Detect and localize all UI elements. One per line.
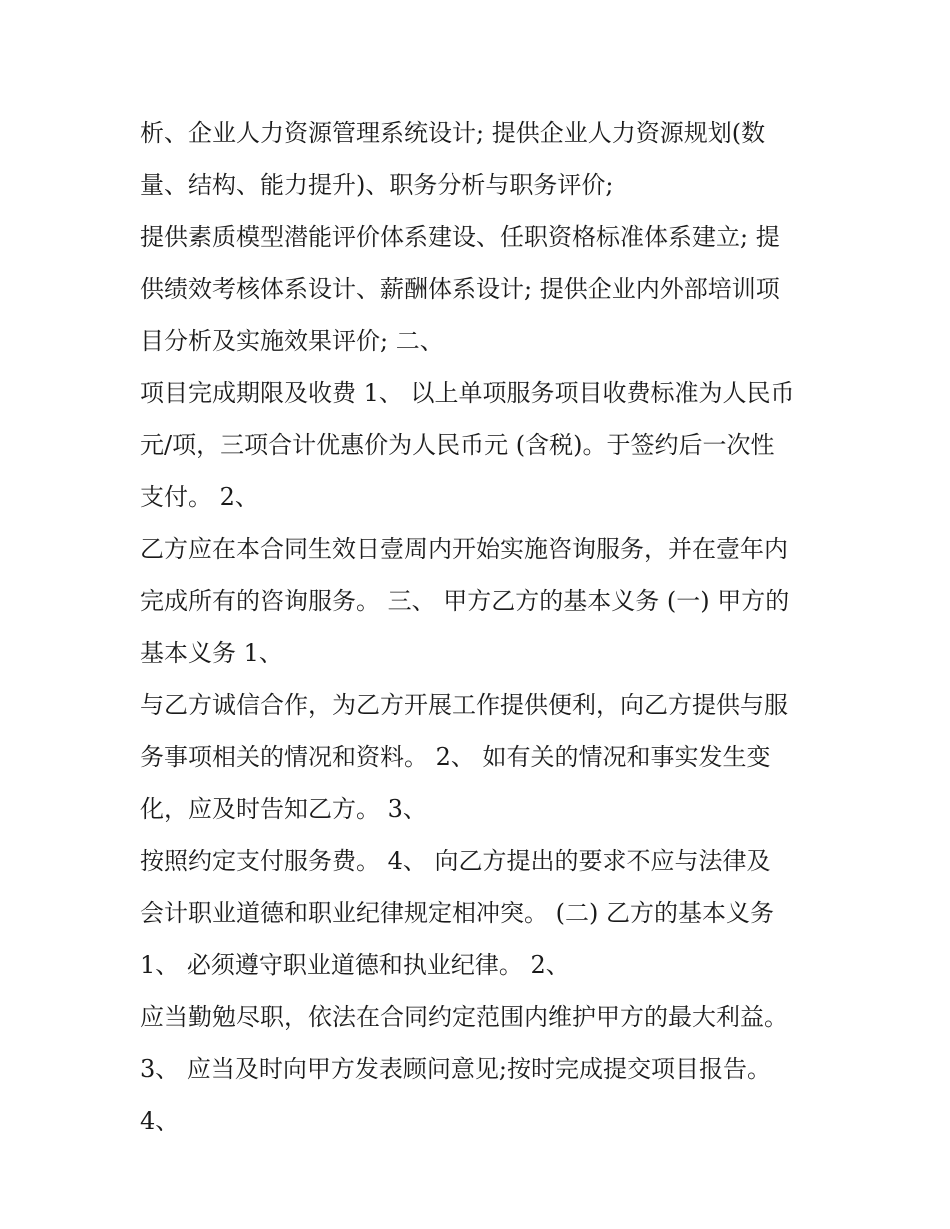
text-line: 与乙方诚信合作，为乙方开展工作提供便利，向乙方提供与服 bbox=[140, 691, 788, 719]
text-line: 析、企业人力资源管理系统设计; 提供企业人力资源规划(数 bbox=[140, 119, 766, 147]
text-line: 务事项相关的情况和资料。 2、 如有关的情况和事实发生变 bbox=[140, 743, 771, 771]
text-line: 目分析及实施效果评价; 二、 bbox=[140, 327, 444, 355]
text-line: 3、 应当及时向甲方发表顾问意见;按时完成提交项目报告。 bbox=[140, 1055, 771, 1083]
document-body bbox=[140, 107, 820, 1147]
text-line: 1、 必须遵守职业道德和执业纪律。 2、 bbox=[140, 951, 570, 979]
text-line: 4、 bbox=[140, 1107, 180, 1135]
text-line: 提供素质模型潜能评价体系建设、任职资格标准体系建立; 提 bbox=[140, 223, 780, 251]
text-line: 按照约定支付服务费。 4、 向乙方提出的要求不应与法律及 bbox=[140, 847, 771, 875]
text-line: 支付。 2、 bbox=[140, 483, 259, 511]
text-line: 项目完成期限及收费 1、 以上单项服务项目收费标准为人民币 bbox=[140, 379, 795, 407]
text-line: 元/项，三项合计优惠价为人民币元 (含税)。于签约后一次性 bbox=[140, 431, 775, 459]
text-line: 乙方应在本合同生效日壹周内开始实施咨询服务，并在壹年内 bbox=[140, 535, 788, 563]
text-line: 会计职业道德和职业纪律规定相冲突。 (二) 乙方的基本义务 bbox=[140, 899, 774, 927]
text-line: 化，应及时告知乙方。 3、 bbox=[140, 795, 427, 823]
text-line: 完成所有的咨询服务。 三、 甲方乙方的基本义务 (一) 甲方的 bbox=[140, 587, 790, 615]
text-line: 应当勤勉尽职，依法在合同约定范围内维护甲方的最大利益。 bbox=[140, 1003, 788, 1031]
text-line: 基本义务 1、 bbox=[140, 639, 283, 667]
text-line: 量、结构、能力提升)、职务分析与职务评价; bbox=[140, 171, 614, 199]
text-line: 供绩效考核体系设计、薪酬体系设计; 提供企业内外部培训项 bbox=[140, 275, 780, 303]
